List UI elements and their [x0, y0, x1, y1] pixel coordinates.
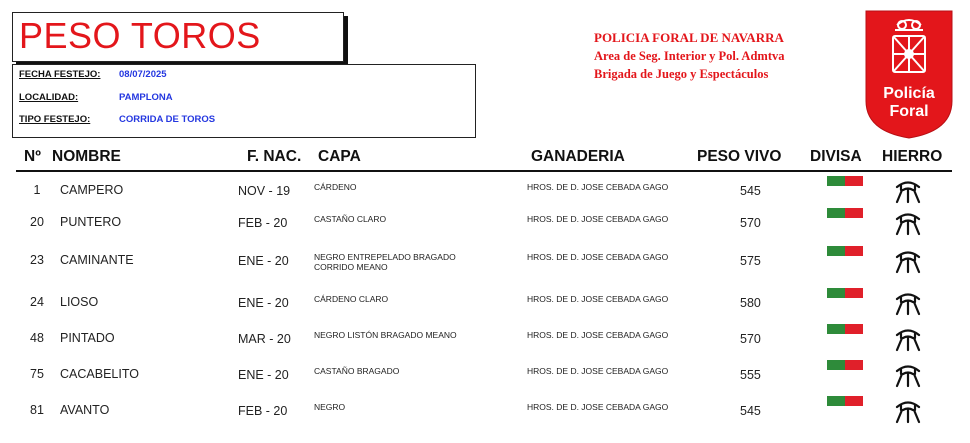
birth-date: ENE - 20 — [238, 296, 289, 310]
divisa-flag-icon — [827, 396, 863, 406]
bull-name: AVANTO — [60, 403, 110, 417]
divisa-stripe — [827, 208, 845, 218]
hierro-brand-icon — [893, 248, 923, 276]
table-row — [0, 212, 970, 242]
fecha-value: 08/07/2025 — [119, 69, 167, 80]
hierro-brand-path — [897, 183, 919, 203]
col-num: Nº — [24, 148, 41, 165]
bull-number: 23 — [30, 253, 44, 267]
birth-date: FEB - 20 — [238, 404, 288, 418]
divisa-flag-icon — [827, 360, 863, 370]
divisa-flag-icon — [827, 176, 863, 186]
coat-color: CÁRDENO — [314, 182, 357, 192]
hierro-brand-icon — [893, 290, 923, 318]
ranch-name: HROS. DE D. JOSE CEBADA GAGO — [527, 330, 669, 340]
bull-number: 1 — [33, 183, 41, 197]
bull-number: 24 — [30, 295, 44, 309]
live-weight: 545 — [740, 184, 761, 198]
localidad-value: PAMPLONA — [119, 92, 173, 103]
badge-line1: Policía — [883, 85, 935, 102]
divisa-flag-icon — [827, 324, 863, 334]
agency-brigade: Brigada de Juego y Espectáculos — [594, 67, 769, 81]
tipo-label: TIPO FESTEJO: — [19, 114, 91, 125]
ranch-name: HROS. DE D. JOSE CEBADA GAGO — [527, 252, 669, 262]
coat-color-line2: CORRIDO MEANO — [314, 262, 388, 272]
hierro-brand-path — [897, 295, 919, 315]
coat-color: CÁRDENO CLARO — [314, 294, 389, 304]
page-title: PESO TOROS — [19, 15, 261, 56]
live-weight: 545 — [740, 404, 761, 418]
navarra-chains-icon — [893, 36, 925, 72]
birth-date: FEB - 20 — [238, 216, 288, 230]
bull-number: 75 — [30, 367, 44, 381]
live-weight: 580 — [740, 296, 761, 310]
divisa-stripe — [827, 246, 845, 256]
col-divisa: DIVISA — [810, 148, 862, 165]
col-peso: PESO VIVO — [697, 148, 782, 165]
badge-line2: Foral — [889, 103, 929, 120]
birth-date: NOV - 19 — [238, 184, 291, 198]
ranch-name: HROS. DE D. JOSE CEBADA GAGO — [527, 366, 669, 376]
birth-date: MAR - 20 — [238, 332, 291, 346]
table-header — [0, 148, 970, 170]
col-ganaderia: GANADERIA — [531, 148, 625, 165]
hierro-brand-path — [897, 331, 919, 351]
divisa-flag-icon — [827, 208, 863, 218]
ranch-name: HROS. DE D. JOSE CEBADA GAGO — [527, 402, 669, 412]
coat-color: CASTAÑO BRAGADO — [314, 366, 400, 376]
divisa-stripe — [845, 208, 863, 218]
coat-color: NEGRO LISTÓN BRAGADO MEANO — [314, 330, 457, 340]
divisa-stripe — [845, 288, 863, 298]
hierro-brand-icon — [893, 210, 923, 238]
live-weight: 570 — [740, 216, 761, 230]
hierro-brand-path — [897, 253, 919, 273]
col-nombre: NOMBRE — [52, 148, 121, 165]
divisa-stripe — [845, 396, 863, 406]
hierro-brand-path — [897, 367, 919, 387]
coat-color: NEGRO — [314, 402, 346, 412]
bull-number: 20 — [30, 215, 44, 229]
hierro-brand-path — [897, 215, 919, 235]
col-nac: F. NAC. — [247, 148, 302, 165]
agency-block — [594, 29, 785, 83]
ranch-name: HROS. DE D. JOSE CEBADA GAGO — [527, 214, 669, 224]
policia-foral-badge — [864, 9, 954, 140]
table-row — [0, 400, 970, 430]
birth-date: ENE - 20 — [238, 368, 289, 382]
hierro-brand-icon — [893, 362, 923, 390]
localidad-label: LOCALIDAD: — [19, 92, 79, 103]
table-row — [0, 364, 970, 394]
divisa-stripe — [845, 176, 863, 186]
hierro-brand-path — [897, 403, 919, 423]
birth-date: ENE - 20 — [238, 254, 289, 268]
agency-area: Area de Seg. Interior y Pol. Admtva — [594, 49, 785, 63]
table-row — [0, 328, 970, 358]
table-row — [0, 250, 970, 280]
table-row — [0, 292, 970, 322]
col-capa: CAPA — [318, 148, 361, 165]
divisa-stripe — [845, 360, 863, 370]
bull-name: PUNTERO — [60, 215, 122, 229]
col-hierro: HIERRO — [882, 148, 943, 165]
divisa-stripe — [845, 324, 863, 334]
live-weight: 555 — [740, 368, 761, 382]
fecha-label: FECHA FESTEJO: — [19, 69, 101, 80]
bull-number: 48 — [30, 331, 44, 345]
live-weight: 570 — [740, 332, 761, 346]
hierro-brand-icon — [893, 326, 923, 354]
divisa-stripe — [827, 396, 845, 406]
divisa-stripe — [827, 324, 845, 334]
divisa-stripe — [827, 288, 845, 298]
bull-number: 81 — [30, 403, 44, 417]
coat-color: NEGRO ENTREPELADO BRAGADO — [314, 252, 456, 262]
ranch-name: HROS. DE D. JOSE CEBADA GAGO — [527, 182, 669, 192]
hierro-brand-icon — [893, 398, 923, 426]
title-box — [12, 12, 344, 62]
bull-name: PINTADO — [60, 331, 115, 345]
event-info-box — [12, 64, 476, 138]
divisa-stripe — [845, 246, 863, 256]
bull-name: CAMPERO — [60, 183, 124, 197]
header-divider — [16, 170, 952, 172]
bull-name: CAMINANTE — [60, 253, 134, 267]
divisa-flag-icon — [827, 288, 863, 298]
divisa-stripe — [827, 360, 845, 370]
ranch-name: HROS. DE D. JOSE CEBADA GAGO — [527, 294, 669, 304]
bull-name: LIOSO — [60, 295, 99, 309]
tipo-value: CORRIDA DE TOROS — [119, 114, 216, 125]
coat-color: CASTAÑO CLARO — [314, 214, 387, 224]
divisa-stripe — [827, 176, 845, 186]
live-weight: 575 — [740, 254, 761, 268]
hierro-brand-icon — [893, 178, 923, 206]
agency-name: POLICIA FORAL DE NAVARRA — [594, 30, 784, 45]
bull-name: CACABELITO — [60, 367, 139, 381]
table-row — [0, 180, 970, 210]
divisa-flag-icon — [827, 246, 863, 256]
